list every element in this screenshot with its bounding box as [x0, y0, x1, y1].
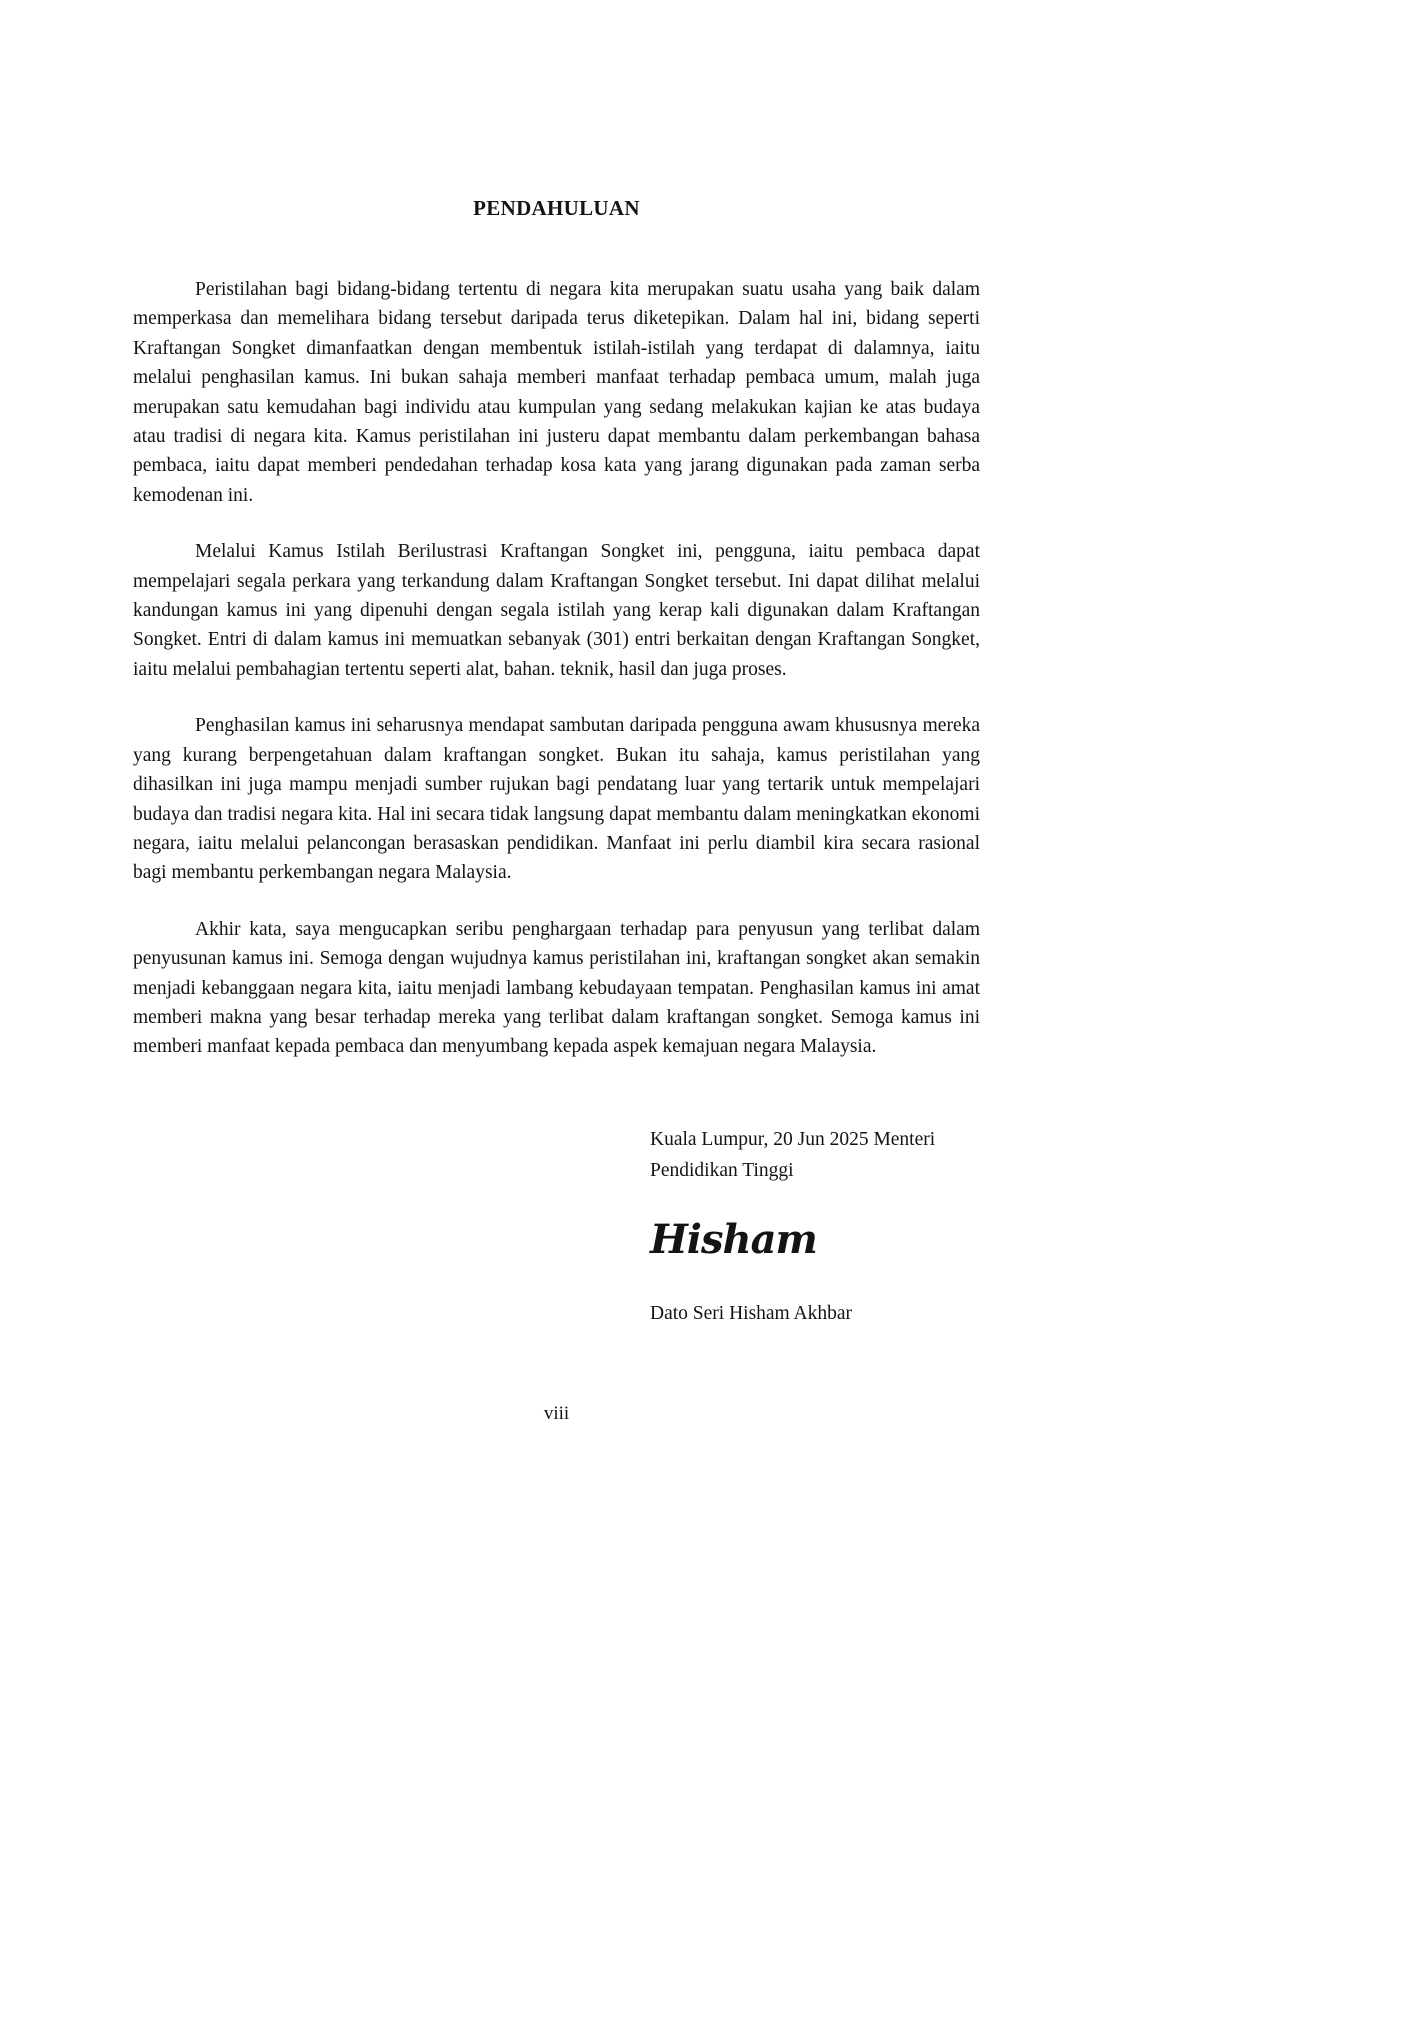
- page-title: PENDAHULUAN: [473, 196, 640, 220]
- page-number: viii: [543, 1402, 570, 1424]
- signatory-name: Dato Seri Hisham Akhbar: [650, 1302, 853, 1324]
- signature-block: [650, 1124, 984, 1329]
- body-paragraph-3: Penghasilan kamus ini seharusnya mendapat sambutan daripada pengguna awam khususnya mereka yang kurang berpengetahuan dalam kraftangan songket. Bukan itu sahaja, kamus peristilahan yang dihasilkan ini juga mampu menjadi sumber rujukan bagi pendatang luar yang tertarik untuk mempelajari budaya dan tradisi negara kita. Hal ini secara tidak langsung dapat membantu dalam meningkatkan ekonomi negara, iaitu melalui pelancongan berasaskan pendidikan. Manfaat ini perlu diambil kira secara rasional bagi membantu perkembangan negara Malaysia.: [133, 715, 980, 884]
- body-paragraph-4: Akhir kata, saya mengucapkan seribu penghargaan terhadap para penyusun yang terlibat dalam penyusunan kamus ini. Semoga dengan wujudnya kamus peristilahan ini, kraftangan songket akan semakin menjadi kebanggaan negara kita, iaitu menjadi lambang kebudayaan tempatan. Penghasilan kamus ini amat memberi makna yang besar terhadap mereka yang terlibat dalam kraftangan songket. Semoga kamus ini memberi manfaat kepada pembaca dan menyumbang kepada aspek kemajuan negara Malaysia.: [133, 918, 980, 1058]
- handwritten-signature: Hisham: [650, 1215, 817, 1263]
- signature-location-date: Kuala Lumpur, 20 Jun 2025 Menteri Pendidikan Tinggi: [650, 1128, 936, 1181]
- body-paragraph-2: Melalui Kamus Istilah Berilustrasi Kraftangan Songket ini, pengguna, iaitu pembaca dapat mempelajari segala perkara yang terkandung dalam Kraftangan Songket tersebut. Ini dapat dilihat melalui kandungan kamus ini yang dipenuhi dengan segala istilah yang kerap kali digunakan dalam Kraftangan Songket. Entri di dalam kamus ini memuatkan sebanyak (301) entri berkaitan dengan Kraftangan Songket, iaitu melalui pembahagian tertentu seperti alat, bahan. teknik, hasil dan juga proses.: [133, 541, 980, 680]
- body-paragraph-1: Peristilahan bagi bidang-bidang tertentu di negara kita merupakan suatu usaha yang baik dalam memperkasa dan memelihara bidang tersebut daripada terus diketepikan. Dalam hal ini, bidang seperti Kraftangan Songket dimanfaatkan dengan membentuk istilah-istilah yang terdapat di dalamnya, iaitu melalui penghasilan kamus. Ini bukan sahaja memberi manfaat terhadap pembaca umum, malah juga merupakan satu kemudahan bagi individu atau kumpulan yang sedang melakukan kajian ke atas budaya atau tradisi di negara kita. Kamus peristilahan ini justeru dapat membantu dalam perkembangan bahasa pembaca, iaitu dapat memberi pendedahan terhadap kosa kata yang jarang digunakan pada zaman serba kemodenan ini.: [133, 279, 980, 506]
